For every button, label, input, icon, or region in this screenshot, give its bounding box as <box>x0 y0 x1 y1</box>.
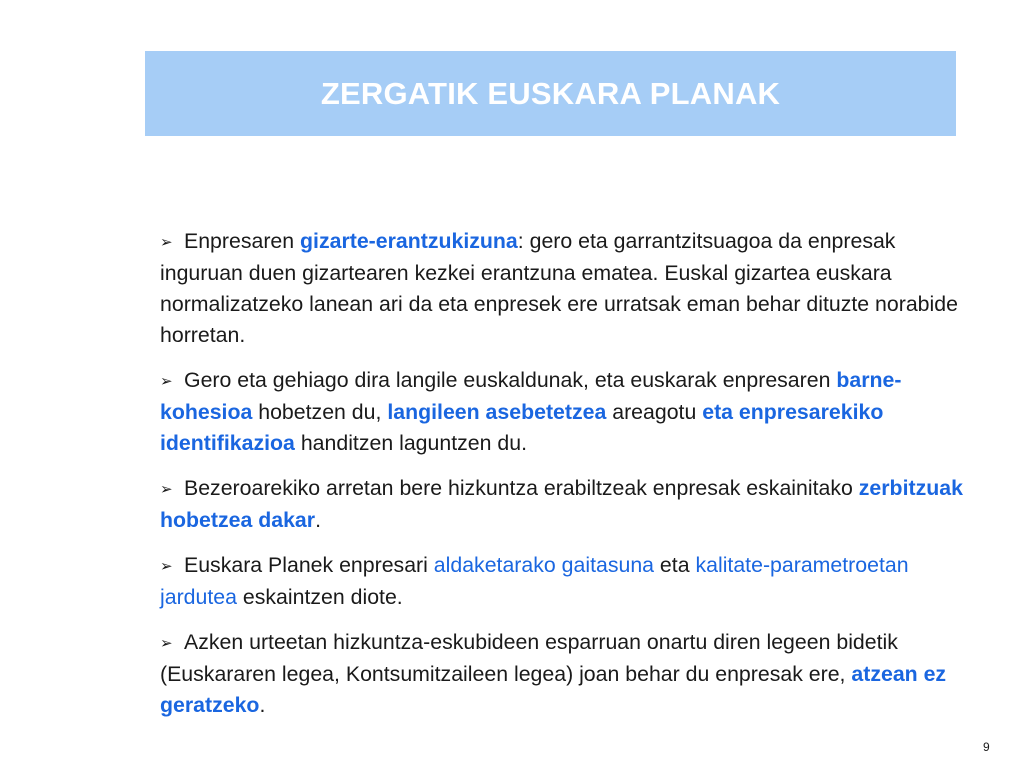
text-segment: : gero eta garrantzitsuagoa da enpresak inguruan duen gizartearen kezkei erantzuna ematea. Euskal gizartea euskara normalizatzeko lanean ari da eta enpresek ere urratsak eman behar dituzte norabide horretan. <box>160 229 958 347</box>
bullet-paragraph-2 <box>160 365 970 459</box>
text-segment: Azken urteetan hizkuntza-eskubideen esparruan onartu diren legeen bidetik (Euskararen legea, Kontsumitzaileen legea) joan behar du enpresak ere, <box>160 630 898 686</box>
text-segment: eskaintzen diote. <box>236 585 403 609</box>
text-segment: . <box>315 508 321 532</box>
text-segment: eta <box>654 553 696 577</box>
bullet-paragraph-5 <box>160 627 970 721</box>
bullet-paragraph-3 <box>160 473 970 536</box>
text-segment: areagotu <box>606 400 703 424</box>
bullet-paragraph-4 <box>160 550 970 613</box>
highlight-segment: zerbitzuak hobetzea dakar <box>160 476 963 532</box>
highlight-segment: gizarte-erantzukizuna <box>300 229 518 253</box>
text-segment: . <box>259 693 266 717</box>
highlight-segment: eta enpresarekiko identifikazioa <box>160 400 884 455</box>
arrow-bullet-icon: ➢ <box>160 234 173 251</box>
bullet-list <box>160 226 970 735</box>
arrow-bullet-icon: ➢ <box>160 373 173 390</box>
text-segment: Bezeroarekiko arretan bere hizkuntza erabiltzeak enpresak eskainitako <box>184 476 859 500</box>
arrow-bullet-icon: ➢ <box>160 558 173 575</box>
text-segment: Enpresaren <box>184 229 301 253</box>
text-segment: Euskara Planek enpresari <box>184 553 434 577</box>
slide-title: ZERGATIK EUSKARA PLANAK <box>320 75 781 111</box>
highlight-segment: aldaketarako gaitasuna <box>433 553 655 577</box>
title-banner <box>145 51 956 136</box>
highlight-segment: kalitate-parametroetan jardutea <box>160 553 909 609</box>
text-segment: handitzen laguntzen du. <box>294 431 527 455</box>
arrow-bullet-icon: ➢ <box>160 635 173 652</box>
arrow-bullet-icon: ➢ <box>160 481 173 498</box>
highlight-segment: barne-kohesioa <box>160 368 902 424</box>
bullet-paragraph-1 <box>160 226 970 351</box>
highlight-segment: langileen asebetetzea <box>387 400 607 424</box>
text-segment: Gero eta gehiago dira langile euskaldunak, eta euskarak enpresaren <box>184 368 837 392</box>
highlight-segment: atzean ez geratzeko <box>160 662 947 717</box>
text-segment: hobetzen du, <box>252 400 388 424</box>
page-number: 9 <box>983 740 990 754</box>
